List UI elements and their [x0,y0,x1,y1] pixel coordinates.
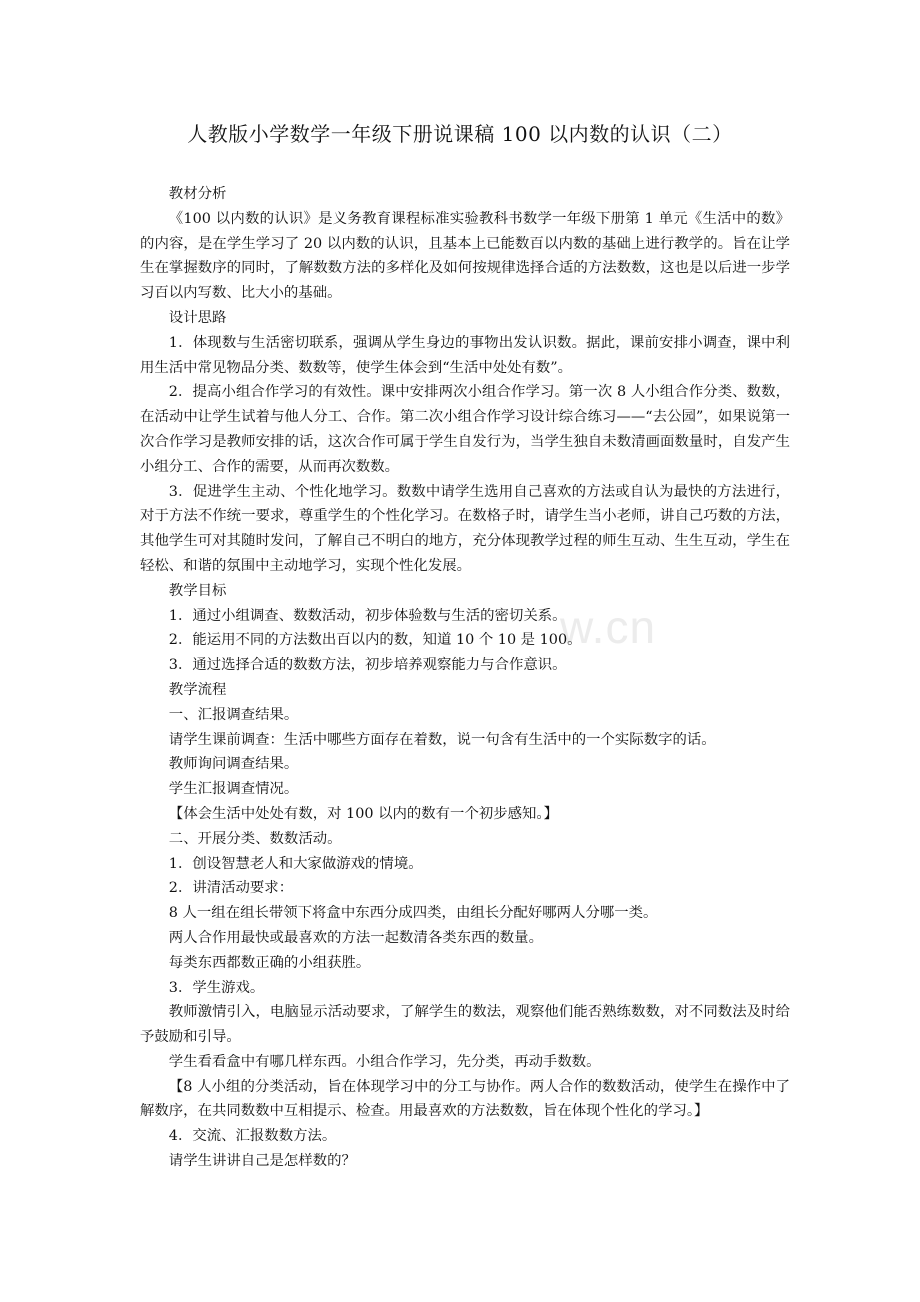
paragraph: 教师询问调查结果。 [168,756,299,773]
paragraph: 3．促进学生主动、个性化地学习。数数中请学生选用自己喜欢的方法或自认为最快的方法进行，对于方法不作统一要求，尊重学生的个性化学习。在数格子时，请学生当小老师，讲自己巧数的方法，其他学生可对其随时发问，了解自己不明白的地方，充分体现教学过程的师生互动、生生互动，学生在轻松、和谐的氛围中主动地学习，实现个性化发展。 [140,483,790,574]
document-title: 人教版小学数学一年级下册说课稿 100 以内数的认识（二） [187,122,733,146]
paragraph: 【8 人小组的分类活动，旨在体现学习中的分工与协作。两人合作的数数活动，使学生在操作中了解数序，在共同数数中互相提示、检查。用最喜欢的方法数数，旨在体现个性化的学习。】 [140,1078,790,1120]
paragraph: 学生看看盒中有哪几样东西。小组合作学习，先分类，再动手数数。 [168,1053,601,1070]
paragraph: 二、开展分类、数数活动。 [168,830,342,847]
paragraph: 两人合作用最快或最喜欢的方法一起数清各类东西的数量。 [168,929,543,946]
paragraph: 2．提高小组合作学习的有效性。课中安排两次小组合作学习。第一次 8 人小组合作分类、数数，在活动中让学生试着与他人分工、合作。第二次小组合作学习设计综合练习——“去公园”，如果说第一次合作学习是教师安排的话，这次合作可属于学生自发行为，当学生独自未数清画面数量时，自发产生小组分工、合作的需要，从而再次数数。 [140,384,790,475]
paragraph: 教学流程 [168,681,227,698]
paragraph: 一、汇报调查结果。 [168,706,299,723]
paragraph: 【体会生活中处处有数，对 100 以内的数有一个初步感知。】 [168,805,558,822]
paragraph: 2．讲清活动要求： [168,880,294,897]
paragraph: 教材分析 [168,186,227,202]
paragraph: 3．学生游戏。 [168,979,265,996]
paragraph: 教学目标 [168,582,227,599]
paragraph: 请学生课前调查：生活中哪些方面存在着数，说一句含有生活中的一个实际数字的话。 [168,731,716,748]
paragraph: 1．通过小组调查、数数活动，初步体验数与生活的密切关系。 [168,607,567,624]
paragraph: 1．体现数与生活密切联系，强调从学生身边的事物出发认识数。据此，课前安排小调查，课中利用生活中常见物品分类、数数等，使学生体会到“生活中处处有数”。 [140,334,790,376]
paragraph: 3．通过选择合适的数数方法，初步培养观察能力与合作意识。 [168,657,567,674]
paragraph: 8 人一组在组长带领下将盒中东西分成四类，由组长分配好哪两人分哪一类。 [168,905,658,922]
paragraph: 教师激情引入，电脑显示活动要求，了解学生的数法，观察他们能否熟练数数，对不同数法及时给予鼓励和引导。 [140,1004,790,1046]
paragraph: 4．交流、汇报数数方法。 [168,1128,337,1145]
paragraph: 请学生讲讲自己是怎样数的？ [168,1153,356,1170]
paragraph: 每类东西都数正确的小组获胜。 [168,954,371,971]
document-body [140,182,790,1174]
paragraph: 2．能运用不同的方法数出百以内的数，知道 10 个 10 是 100。 [168,632,582,649]
watermark: w.cn [560,601,657,653]
paragraph: 1．创设智慧老人和大家做游戏的情境。 [168,855,423,872]
paragraph: 学生汇报调查情况。 [168,781,299,798]
paragraph: 《100 以内数的认识》是义务教育课程标准实验教科书数学一年级下册第 1 单元《生活中的数》的内容，是在学生学习了 20 以内数的认识，且基本上已能数百以内数的基础上进行教学的。旨在让学生在掌握数序的同时，了解数数方法的多样化及如何按规律选择合适的方法数数，这也是以后进一步学习百以内写数、比大小的基础。 [140,210,790,302]
paragraph: 设计思路 [168,309,227,326]
